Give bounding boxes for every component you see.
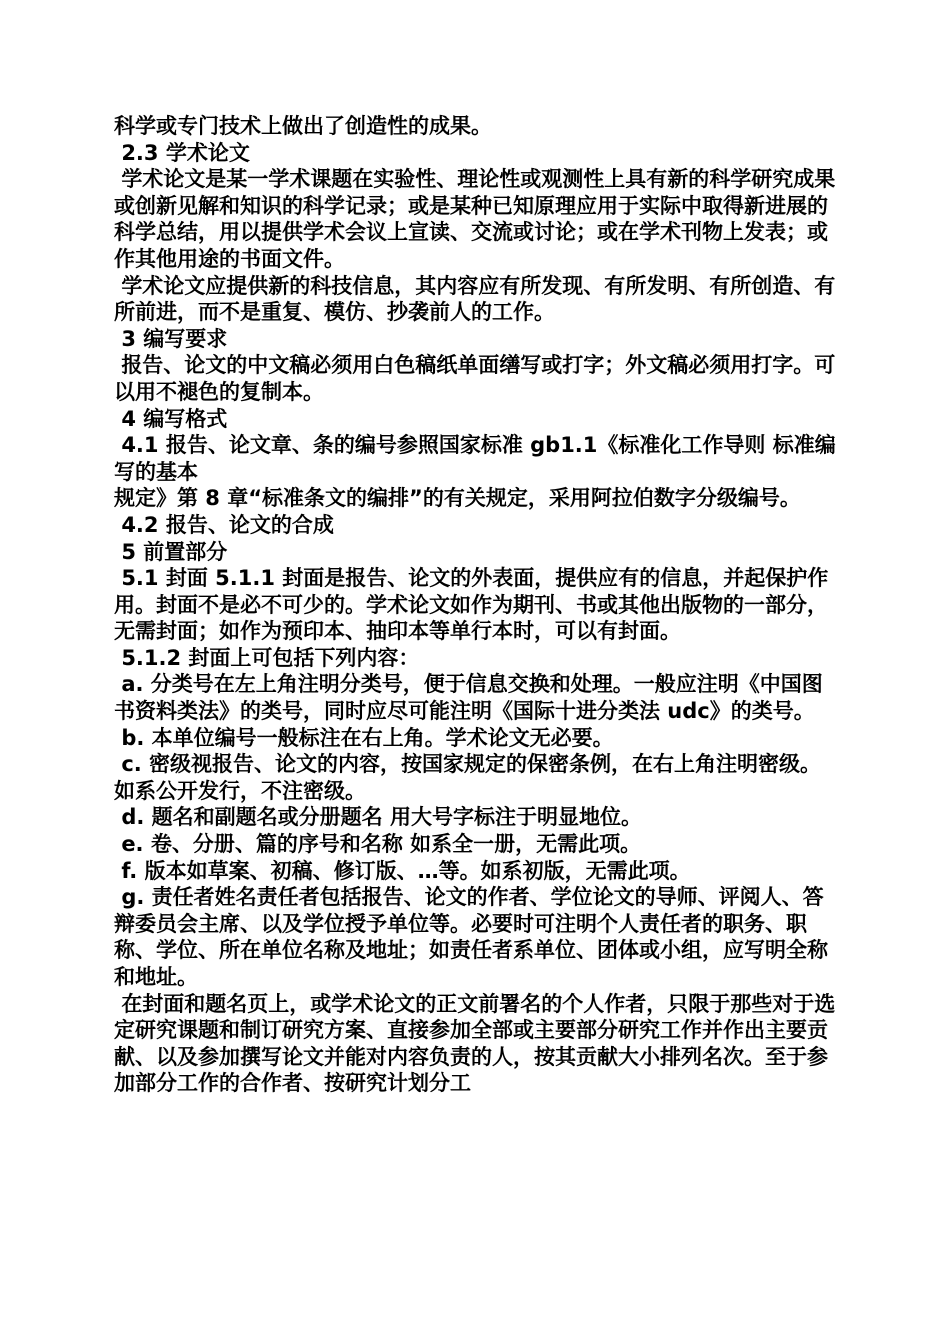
document-body — [114, 113, 840, 1097]
paragraph-writing-requirements: 报告、论文的中文稿必须用白色稿纸单面缮写或打字；外文稿必须用打字。可以用不褪色的复制本。 — [114, 353, 836, 404]
list-item-c-security-level: c. 密级视报告、论文的内容，按国家规定的保密条例，在右上角注明密级。如系公开发行，不注密级。 — [114, 752, 822, 803]
heading-2-3-academic-paper: 2.3 学术论文 — [114, 140, 250, 165]
heading-4-2-composition: 4.2 报告、论文的合成 — [114, 512, 334, 537]
heading-5-1-2-cover-contents: 5.1.2 封面上可包括下列内容： — [114, 645, 420, 670]
paragraph-author-signature: 在封面和题名页上，或学术论文的正文前署名的个人作者，只限于那些对于选定研究课题和制订研究方案、直接参加全部或主要部分研究工作并作出主要贡献、以及参加撰写论文并能对内容负责的人，按其贡献大小排列名次。至于参加部分工作的合作者、按研究计划分工 — [114, 991, 836, 1096]
list-item-g-responsible-person: g. 责任者姓名责任者包括报告、论文的作者、学位论文的导师、评阅人、答辩委员会主席、以及学位授予单位等。必要时可注明个人责任者的职务、职称、学位、所在单位名称及地址；如责任者系单位、团体或小组，应写明全称和地址。 — [114, 885, 828, 989]
paragraph-academic-paper-requirement: 学术论文应提供新的科技信息，其内容应有所发现、有所发明、有所创造、有所前进，而不是重复、模仿、抄袭前人的工作。 — [114, 273, 836, 325]
heading-3-writing-requirements: 3 编写要求 — [114, 326, 228, 351]
paragraph-4-1-numbering-continued: 规定》第 8 章“标准条文的编排”的有关规定，采用阿拉伯数字分级编号。 — [114, 486, 801, 511]
list-item-b-unit-number: b. 本单位编号一般标注在右上角。学术论文无必要。 — [114, 725, 614, 750]
heading-5-front-matter: 5 前置部分 — [114, 539, 228, 564]
list-item-d-title: d. 题名和副题名或分册题名 用大号字标注于明显地位。 — [114, 805, 642, 830]
list-item-e-volume: e. 卷、分册、篇的序号和名称 如系全一册，无需此项。 — [114, 832, 642, 857]
paragraph-academic-paper-definition: 学术论文是某一学术课题在实验性、理论性或观测性上具有新的科学研究成果或创新见解和知识的科学记录；或是某种已知原理应用于实际中取得新进展的科学总结，用以提供学术会议上宣读、交流或讨论；或在学术刊物上发表；或作其他用途的书面文件。 — [114, 167, 836, 271]
paragraph-4-1-numbering: 4.1 报告、论文章、条的编号参照国家标准 gb1.1《标准化工作导则 标准编写的基本 — [114, 433, 836, 484]
paragraph-continuation: 科学或专门技术上做出了创造性的成果。 — [114, 114, 492, 138]
paragraph-5-1-cover: 5.1 封面 5.1.1 封面是报告、论文的外表面，提供应有的信息，并起保护作用。封面不是必不可少的。学术论文如作为期刊、书或其他出版物的一部分，无需封面；如作为预印本、抽印本等单行本时，可以有封面。 — [114, 566, 829, 644]
list-item-a-classification: a. 分类号在左上角注明分类号，便于信息交换和处理。一般应注明《中国图书资料类法》的类号，同时应尽可能注明《国际十进分类法 udc》的类号。 — [114, 672, 823, 724]
heading-4-writing-format: 4 编写格式 — [114, 406, 228, 431]
list-item-f-edition: f. 版本如草案、初稿、修订版、…等。如系初版，无需此项。 — [114, 858, 691, 883]
